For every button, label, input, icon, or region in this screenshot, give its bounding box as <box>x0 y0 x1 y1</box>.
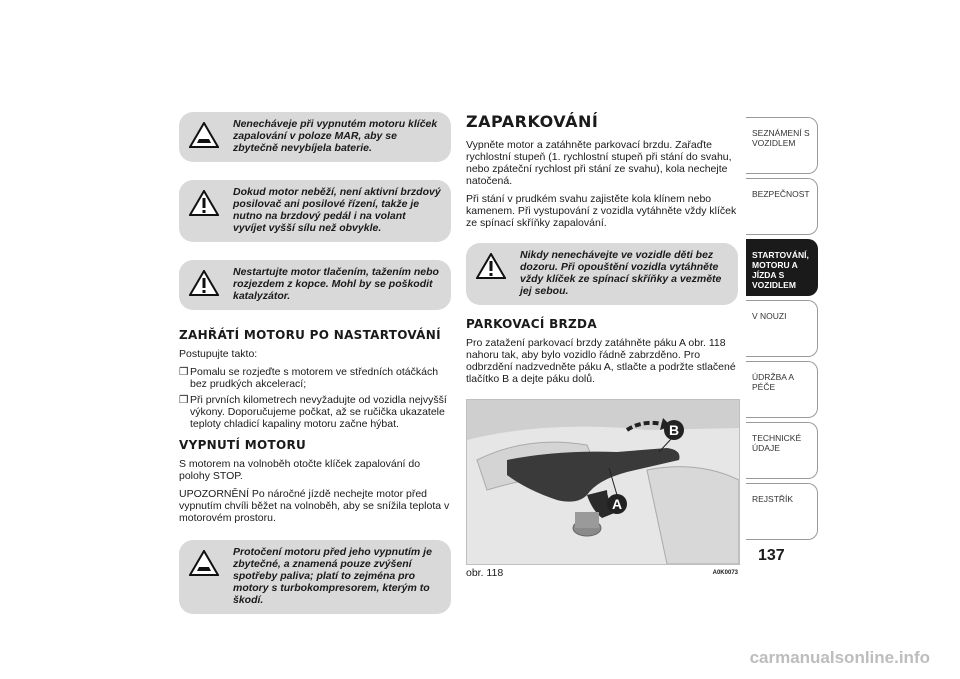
parking-brake-illustration <box>467 400 739 564</box>
stop-paragraph-2: UPOZORNĚNÍ Po náročné jízdě nechejte motor před vypnutím chvíli běžet na volnoběh, aby se snížila teplota v motorovém prostoru. <box>179 488 450 524</box>
list-item: ❒ Při prvních kilometrech nevyžadujte od vozidla nejvyšší výkony. Doporučujeme počkat, až se ručička ukazatele teploty chladicí kapaliny motoru začne hýbat. <box>179 394 447 430</box>
tab-technicke-udaje[interactable]: TECHNICKÉ ÚDAJE <box>746 422 818 479</box>
checkbox-bullet-icon: ❒ <box>179 366 189 378</box>
tab-seznameni[interactable]: SEZNÁMENÍ S VOZIDLEM <box>746 117 818 174</box>
figure-footer <box>466 567 738 579</box>
list-item: ❒ Pomalu se rozjeďte s motorem ve středních otáčkách bez prudkých akcelerací; <box>179 366 439 390</box>
tab-bezpecnost[interactable]: BEZPEČNOST <box>746 178 818 235</box>
watermark: carmanualsonline.info <box>749 648 930 667</box>
notice-revving <box>179 540 451 614</box>
page-number: 137 <box>758 547 785 564</box>
notice-text: Nestartujte motor tlačením, tažením nebo rozjezdem z kopce. Mohl by se poškodit katalyzátor. <box>233 266 439 302</box>
notice-text: Nenecháveje při vypnutém motoru klíček zapalování v poloze MAR, aby se zbytečně nevybíjela baterie. <box>233 118 438 154</box>
warning-icon <box>189 270 219 296</box>
heading-warmup: ZAHŘÁTÍ MOTORU PO NASTARTOVÁNÍ <box>179 328 441 342</box>
notice-text: Nikdy nenechávejte ve vozidle děti bez dozoru. Při opouštění vozidla vytáhněte vždy klíček ze spínací skříňky a vezměte jej sebou. <box>520 249 722 297</box>
heading-park: ZAPARKOVÁNÍ <box>466 112 599 131</box>
car-warning-icon <box>189 550 219 576</box>
checkbox-bullet-icon: ❒ <box>179 394 189 406</box>
heading-stop: VYPNUTÍ MOTORU <box>179 438 307 452</box>
figure-caption: obr. 118 <box>466 567 504 579</box>
brake-paragraph: Pro zatažení parkovací brzdy zatáhněte páku A obr. 118 nahoru tak, aby bylo vozidlo řádně zabrzděno. Pro odbrzdění nadzvedněte páku A, stlačte a podržte stlačené tlačítko B a dejte páku dolů. <box>466 337 736 385</box>
heading-brake: PARKOVACÍ BRZDA <box>466 317 597 331</box>
notice-text: Protočení motoru před jeho vypnutím je zbytečné, a znamená pouze zvýšení spotřeby paliva; platí to zejména pro motory s turbokompresorem, kterým to škodí. <box>233 546 432 606</box>
notice-children <box>466 243 738 305</box>
parking-brake-figure <box>466 399 740 565</box>
notice-catalyst <box>179 260 451 310</box>
tab-v-nouzi[interactable]: V NOUZI <box>746 300 818 357</box>
warning-icon <box>476 253 506 279</box>
notice-text: Dokud motor neběží, není aktivní brzdový posilovač ani posilové řízení, takže je nutno na brzdový pedál i na volant vyvíjet vyšší sílu než obvykle. <box>233 186 441 234</box>
left-column <box>179 112 451 632</box>
park-paragraph-2: Při stání v prudkém svahu zajistěte kola klínem nebo kamenem. Při vystupování z vozidla vytáhněte vždy klíček ze spínací skříňky zapalování. <box>466 193 737 229</box>
tab-startovani[interactable]: STARTOVÁNÍ, MOTORU A JÍZDA S VOZIDLEM <box>746 239 818 296</box>
tab-rejstrik[interactable]: REJSTŘÍK <box>746 483 818 540</box>
notice-brake-assist <box>179 180 451 242</box>
warning-icon <box>189 190 219 216</box>
figure-code: A0K0073 <box>712 570 738 576</box>
right-column <box>466 112 738 579</box>
car-warning-icon <box>189 122 219 148</box>
park-paragraph-1: Vypněte motor a zatáhněte parkovací brzdu. Zařaďte rychlostní stupeň (1. rychlostní stupeň při stání do svahu, nebo zpáteční rychlost při stání ze svahu), kola nechejte natočená. <box>466 139 732 187</box>
stop-paragraph-1: S motorem na volnoběh otočte klíček zapalování do polohy STOP. <box>179 458 421 482</box>
label-a: A <box>607 494 627 514</box>
warmup-intro: Postupujte takto: <box>179 348 258 360</box>
tab-udrzba[interactable]: ÚDRŽBA A PÉČE <box>746 361 818 418</box>
chapter-tabs <box>746 117 818 544</box>
label-b: B <box>664 420 684 440</box>
notice-battery <box>179 112 451 162</box>
